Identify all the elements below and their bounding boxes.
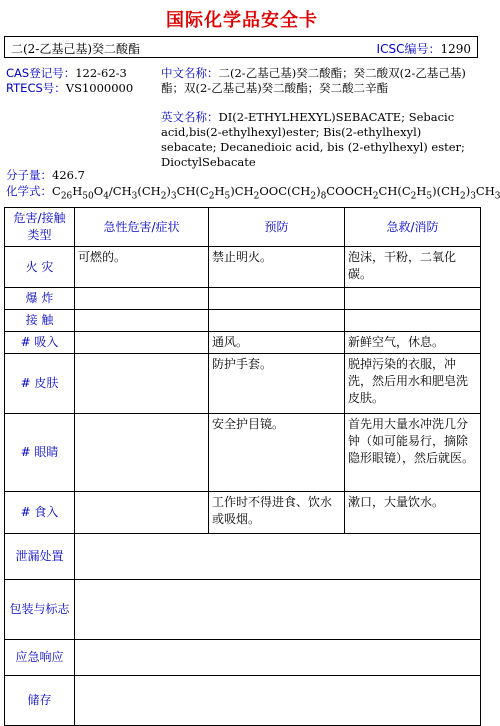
section-row (5, 676, 481, 726)
row-prevention: 通风。 (209, 332, 345, 354)
row-label: # 眼睛 (5, 414, 75, 492)
section-label: 应急响应 (5, 640, 75, 676)
header-bar (4, 36, 478, 58)
section-row (5, 580, 481, 640)
header-first-aid: 急救/消防 (345, 208, 481, 247)
row-prevention (209, 288, 345, 310)
icsc-number (377, 40, 471, 57)
row-label: 爆 炸 (5, 288, 75, 310)
section-content (75, 676, 481, 726)
cn-name-value: 二(2-乙基己基)癸二酸酯；癸二酸双(2-乙基己基)酯；双(2-乙基己基)癸二酸酯；癸二酸二辛酯 (161, 66, 466, 95)
section-content (75, 580, 481, 640)
cas-block (6, 66, 156, 96)
hazard-table (4, 207, 481, 726)
row-label: # 皮肤 (5, 354, 75, 414)
mw-label: 分子量： (6, 168, 52, 182)
rtecs-value: VS1000000 (65, 81, 134, 95)
section-label: 储存 (5, 676, 75, 726)
row-symptoms (75, 354, 209, 414)
section-content (75, 640, 481, 676)
row-first-aid: 脱掉污染的衣服，冲洗，然后用水和肥皂洗皮肤。 (345, 354, 481, 414)
cn-name-block (161, 66, 477, 96)
formula-block (6, 183, 500, 201)
row-label: 火 灾 (5, 247, 75, 288)
row-first-aid: 首先用大量水冲洗几分钟（如可能易行，摘除隐形眼镜），然后就医。 (345, 414, 481, 492)
row-label: # 吸入 (5, 332, 75, 354)
rtecs-label: RTECS号： (6, 81, 66, 95)
icsc-label: ICSC编号： (376, 42, 441, 56)
section-content (75, 534, 481, 580)
table-row (5, 288, 481, 310)
row-symptoms (75, 414, 209, 492)
row-prevention: 安全护目镜。 (209, 414, 345, 492)
en-name-value: DI(2-ETHYLHEXYL)SEBACATE; Sebacic acid,bis(2-ethylhexyl)ester; Bis(2-ethylhexyl) sebacate; Decanedioic acid, bis (2-ethylhexyl) ester; DioctylSebacate (161, 110, 465, 169)
header-hazard-type: 危害/接触类型 (5, 208, 75, 247)
cas-label: CAS登记号： (6, 66, 76, 80)
en-name-label: 英文名称： (161, 110, 219, 124)
section-row (5, 640, 481, 676)
card-title: 国际化学品安全卡 (166, 10, 318, 31)
header-symptoms: 急性危害/症状 (75, 208, 209, 247)
row-first-aid (345, 288, 481, 310)
en-name-block (161, 110, 477, 170)
row-first-aid: 泡沫，干粉，二氧化碳。 (345, 247, 481, 288)
row-label: # 食入 (5, 492, 75, 534)
row-prevention: 工作时不得进食、饮水或吸烟。 (209, 492, 345, 534)
table-row (5, 247, 481, 288)
table-row (5, 354, 481, 414)
section-row (5, 534, 481, 580)
row-symptoms: 可燃的。 (75, 247, 209, 288)
row-label: 接 触 (5, 310, 75, 332)
row-symptoms (75, 288, 209, 310)
header-prevention: 预防 (209, 208, 345, 247)
table-row (5, 332, 481, 354)
chemical-name: 二(2-乙基己基)癸二酸酯 (11, 42, 141, 56)
section-label: 包装与标志 (5, 580, 75, 640)
row-prevention: 禁止明火。 (209, 247, 345, 288)
row-first-aid (345, 310, 481, 332)
table-row (5, 310, 481, 332)
row-symptoms (75, 492, 209, 534)
mw-value: 426.7 (52, 168, 85, 182)
table-header-row (5, 208, 481, 247)
formula-label: 化学式： (6, 184, 52, 198)
section-label: 泄漏处置 (5, 534, 75, 580)
icsc-value: 1290 (440, 42, 471, 56)
row-prevention: 防护手套。 (209, 354, 345, 414)
row-symptoms (75, 332, 209, 354)
cn-name-label: 中文名称： (161, 66, 219, 80)
row-first-aid: 漱口，大量饮水。 (345, 492, 481, 534)
table-row (5, 414, 481, 492)
row-symptoms (75, 310, 209, 332)
row-prevention (209, 310, 345, 332)
cas-value: 122-62-3 (75, 66, 127, 80)
formula-value: $C_{26}H_{50}O_4/CH_3(CH_2)_3CH(C_2H_5)CH_2OOC(CH_2)_8COOCH_2CH(C_2H_5)(CH_2)_3CH_3$ (52, 184, 500, 202)
mw-block (6, 168, 85, 183)
table-row (5, 492, 481, 534)
row-first-aid: 新鲜空气，休息。 (345, 332, 481, 354)
